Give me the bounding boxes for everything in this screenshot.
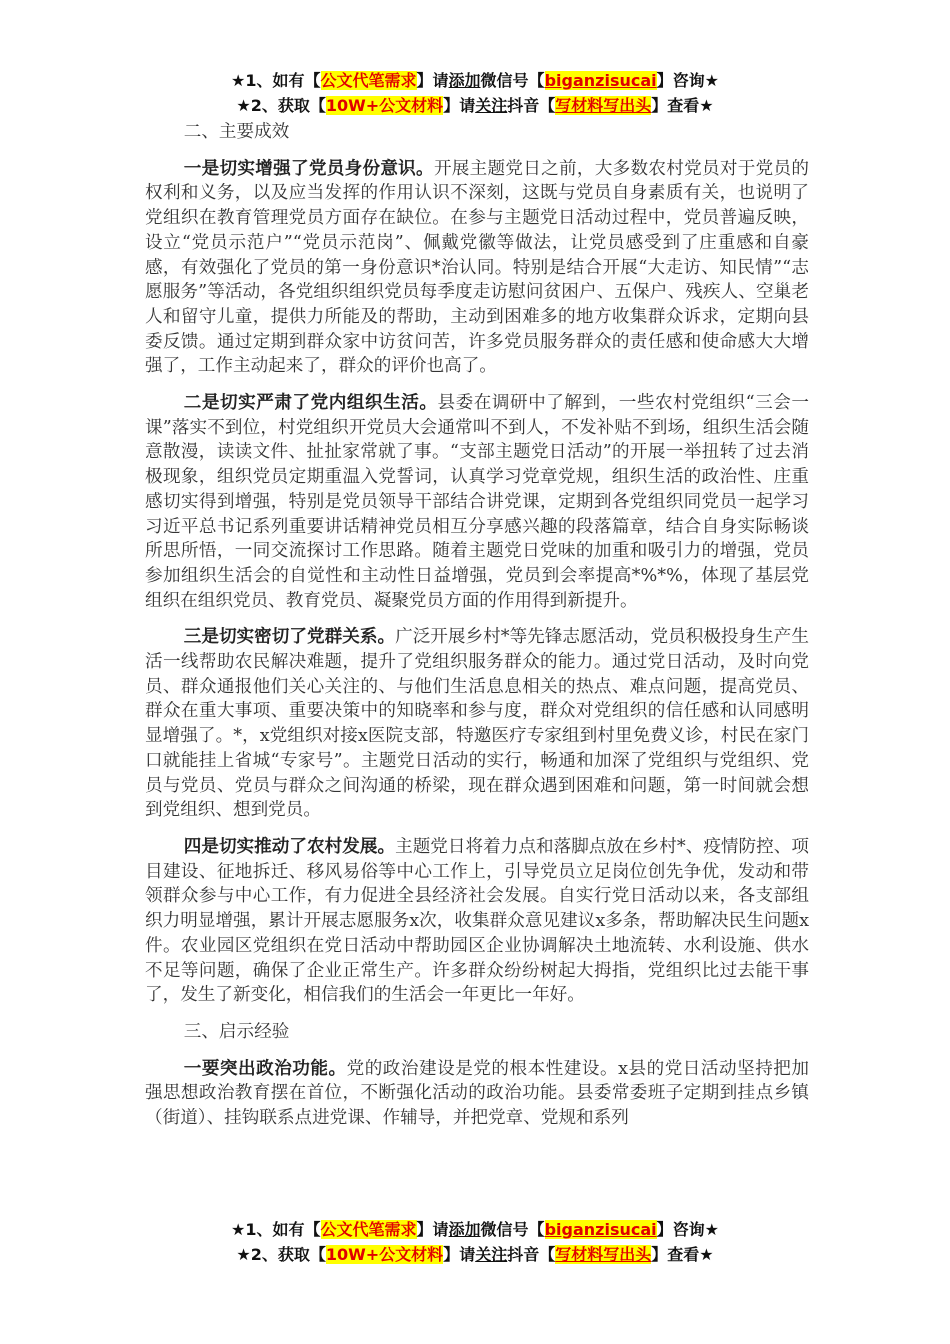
- promo-line-2: [0, 1242, 950, 1267]
- underlined-text: 添加: [448, 71, 481, 90]
- paragraph-lead: 二是切实严肃了党内组织生活。: [183, 392, 438, 414]
- paragraph: [145, 625, 809, 823]
- promo-line-1: [0, 1217, 950, 1242]
- underlined-text: 添加: [448, 1220, 481, 1239]
- paragraph-text: 广泛开展乡村*等先锋志愿活动，党员积极投身生产生活一线帮助农民解决难题，提升了党组织服务群众的能力。通过党日活动，及时向党员、群众通报他们关心关注的、与他们生活息息相关的热点、难点问题，提高党员、群众在重大事项、重要决策中的知晓率和参与度，群众对党组织的信任感和认同感明显增强了。*，x党组织对接x医院支部，特邀医疗专家组到村里免费义诊，村民在家门口就能挂上省城“专家号”。主题党日活动的实行，畅通和加深了党组织与党组织、党员与党员、党员与群众之间沟通的桥梁，现在群众遇到困难和问题，第一时间就会想到党组织、想到党员。: [145, 627, 809, 821]
- promo-line-1: [0, 68, 950, 93]
- text: 】咨询★: [656, 1220, 719, 1239]
- text: 】查看★: [651, 96, 714, 115]
- text: 】请: [416, 71, 449, 90]
- douyin-id: 写材料写出头: [555, 96, 652, 115]
- paragraph-text: 县委在调研中了解到，一些农村党组织“三会一课”落实不到位，村党组织开党员大会通常叫不到人，不发补贴不到场，组织生活会随意散漫，读读文件、扯扯家常就了事。“支部主题党日活动”的开展一举扭转了过去消极现象，组织党员定期重温入党誓词，认真学习党章党规，组织生活的政治性、庄重感切实得到增强，特别是党员领导干部结合讲党课，定期到各党组织同党员一起学习习近平总书记系列重要讲话精神党员相互分享感兴趣的段落篇章，结合自身实际畅谈所思所悟，一同交流探讨工作思路。随着主题党日党味的加重和吸引力的增强，党员参加组织生活会的自觉性和主动性日益增强，党员到会率提高*%*%，体现了基层党组织在组织党员、教育党员、凝聚党员方面的作用得到新提升。: [145, 393, 809, 611]
- paragraph-lead: 一是切实增强了党员身份意识。: [183, 157, 434, 179]
- text: 】请: [443, 96, 476, 115]
- paragraph-text: 党的政治建设是党的根本性建设。x县的党日活动坚持把加强思想政治教育摆在首位，不断强化活动的政治功能。县委常委班子定期到挂点乡镇（街道）、挂钩联系点进党课、作辅导，并把党章、党规和系列: [145, 1058, 809, 1129]
- underlined-text: 关注: [475, 96, 508, 115]
- text: ★2、获取【: [236, 96, 326, 115]
- paragraph-lead: 三是切实密切了党群关系。: [183, 626, 396, 648]
- promo-banner-bottom: [0, 1217, 950, 1267]
- highlight-text: 10W+公文材料: [325, 96, 444, 115]
- text: 】请: [443, 1245, 476, 1264]
- text: ★2、获取【: [236, 1245, 326, 1264]
- text: ★1、如有【: [231, 1220, 321, 1239]
- promo-banner-top: [0, 68, 950, 118]
- text: 】请: [416, 1220, 449, 1239]
- paragraph-lead: 一要突出政治功能。: [183, 1057, 347, 1079]
- highlight-text: 公文代笔需求: [320, 71, 417, 90]
- text: 】咨询★: [656, 71, 719, 90]
- paragraph-lead: 四是切实推动了农村发展。: [183, 835, 396, 857]
- wechat-id: biganzisucai: [544, 71, 657, 90]
- text: ★1、如有【: [231, 71, 321, 90]
- underlined-text: 关注: [475, 1245, 508, 1264]
- douyin-id: 写材料写出头: [555, 1245, 652, 1264]
- paragraph-text: 开展主题党日之前，大多数农村党员对于党员的权利和义务，以及应当发挥的作用认识不深刻，这既与党员自身素质有关，也说明了党组织在教育管理党员方面存在缺位。在参与主题党日活动过程中，党员普遍反映，设立“党员示范户”“党员示范岗”、佩戴党徽等做法，让党员感受到了庄重感和自豪感，有效强化了党员的第一身份意识*治认同。特别是结合开展“大走访、知民情”“志愿服务”等活动，各党组织组织党员每季度走访慰问贫困户、五保户、残疾人、空巢老人和留守儿童，提供力所能及的帮助，主动到困难多的地方收集群众诉求，定期向县委反馈。通过定期到群众家中访贫问苦，许多党员服务群众的责任感和使命感大大增强了，工作主动起来了，群众的评价也高了。: [145, 158, 809, 377]
- text: 抖音【: [507, 96, 556, 115]
- section-heading: 三、启示经验: [183, 1021, 290, 1042]
- document-body: [145, 120, 809, 1143]
- paragraph: [145, 1057, 809, 1131]
- text: 微信号【: [480, 1220, 545, 1239]
- paragraph: [145, 835, 809, 1008]
- text: 抖音【: [507, 1245, 556, 1264]
- paragraph-text: 主题党日将着力点和落脚点放在乡村*、疫情防控、项目建设、征地拆迁、移风易俗等中心工作上，引导党员立足岗位创先争优，发动和带领群众参与中心工作，有力促进全县经济社会发展。自实行党日活动以来，各支部组织力明显增强，累计开展志愿服务x次，收集群众意见建议x多条，帮助解决民生问题x件。农业园区党组织在党日活动中帮助园区企业协调解决土地流转、水利设施、供水不足等问题，确保了企业正常生产。许多群众纷纷树起大拇指，党组织比过去能干事了，发生了新变化，相信我们的生活会一年更比一年好。: [145, 836, 809, 1006]
- section-heading: 二、主要成效: [183, 122, 290, 142]
- highlight-text: 10W+公文材料: [325, 1245, 444, 1264]
- highlight-text: 公文代笔需求: [320, 1220, 417, 1239]
- text: 】查看★: [651, 1245, 714, 1264]
- text: 微信号【: [480, 71, 545, 90]
- paragraph: [145, 157, 809, 379]
- paragraph: [145, 391, 809, 613]
- wechat-id: biganzisucai: [544, 1220, 657, 1239]
- promo-line-2: [0, 93, 950, 118]
